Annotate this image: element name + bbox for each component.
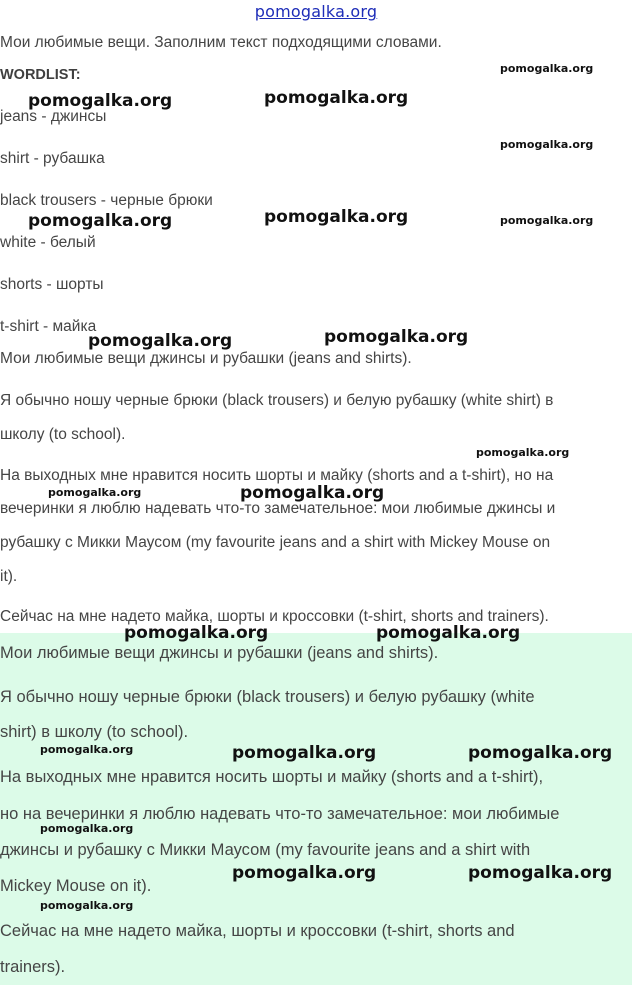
watermark: pomogalka.org [468, 743, 613, 763]
text-line: Сейчас на мне надето майка, шорты и кроссовки (t-shirt, shorts and trainers). [0, 608, 549, 625]
answer-line: shirt) в школу (to school). [0, 723, 189, 741]
watermark: pomogalka.org [264, 207, 409, 227]
answer-line: но на вечеринки я люблю надевать что-то замечательное: мои любимые [0, 805, 560, 823]
text-line: На выходных мне нравится носить шорты и майку (shorts and a t-shirt), но на [0, 467, 554, 484]
watermark: pomogalka.org [468, 863, 613, 883]
wordlist-item: shirt - рубашка [0, 150, 105, 167]
watermark: pomogalka.org [28, 91, 173, 111]
watermark: pomogalka.org [40, 822, 134, 835]
wordlist-item: t-shirt - майка [0, 318, 97, 335]
wordlist-item: white - белый [0, 234, 96, 251]
answer-line: На выходных мне нравится носить шорты и майку (shorts and a t-shirt), [0, 768, 544, 786]
wordlist-item: black trousers - черные брюки [0, 192, 213, 209]
watermark: pomogalka.org [124, 623, 269, 643]
answer-panel [0, 633, 632, 985]
watermark: pomogalka.org [48, 486, 142, 499]
watermark: pomogalka.org [88, 331, 233, 351]
watermark: pomogalka.org [264, 88, 409, 108]
text-line: вечеринки я люблю надевать что-то замечательное: мои любимые джинсы и [0, 500, 556, 517]
watermark: pomogalka.org [476, 446, 570, 459]
text-line: рубашку с Микки Маусом (my favourite jeans and a shirt with Mickey Mouse on [0, 534, 551, 551]
answer-line: Я обычно ношу черные брюки (black trousers) и белую рубашку (white [0, 688, 535, 706]
watermark: pomogalka.org [324, 327, 469, 347]
watermark: pomogalka.org [376, 623, 521, 643]
watermark: pomogalka.org [40, 899, 134, 912]
wordlist-item: shorts - шорты [0, 276, 104, 293]
watermark: pomogalka.org [40, 743, 134, 756]
site-header-link[interactable]: pomogalka.org [254, 2, 378, 21]
answer-line: Мои любимые вещи джинсы и рубашки (jeans and shirts). [0, 644, 439, 662]
text-line: Я обычно ношу черные брюки (black trousers) и белую рубашку (white shirt) в [0, 392, 554, 409]
wordlist-heading: WORDLIST: [0, 67, 81, 83]
watermark: pomogalka.org [28, 211, 173, 231]
text-line: Мои любимые вещи джинсы и рубашки (jeans and shirts). [0, 350, 412, 367]
watermark: pomogalka.org [500, 214, 594, 227]
watermark: pomogalka.org [232, 743, 377, 763]
watermark: pomogalka.org [240, 483, 385, 503]
text-line: it). [0, 568, 18, 585]
answer-line: джинсы и рубашку с Микки Маусом (my favourite jeans and a shirt with [0, 841, 531, 859]
wordlist-item: jeans - джинсы [0, 108, 107, 125]
answer-line: trainers). [0, 958, 66, 976]
watermark: pomogalka.org [232, 863, 377, 883]
watermark: pomogalka.org [500, 138, 594, 151]
watermark: pomogalka.org [500, 62, 594, 75]
answer-line: Mickey Mouse on it). [0, 877, 152, 895]
answer-line: Сейчас на мне надето майка, шорты и кроссовки (t-shirt, shorts and [0, 922, 515, 940]
task-line: Мои любимые вещи. Заполним текст подходящими словами. [0, 34, 442, 51]
text-line: школу (to school). [0, 426, 126, 443]
